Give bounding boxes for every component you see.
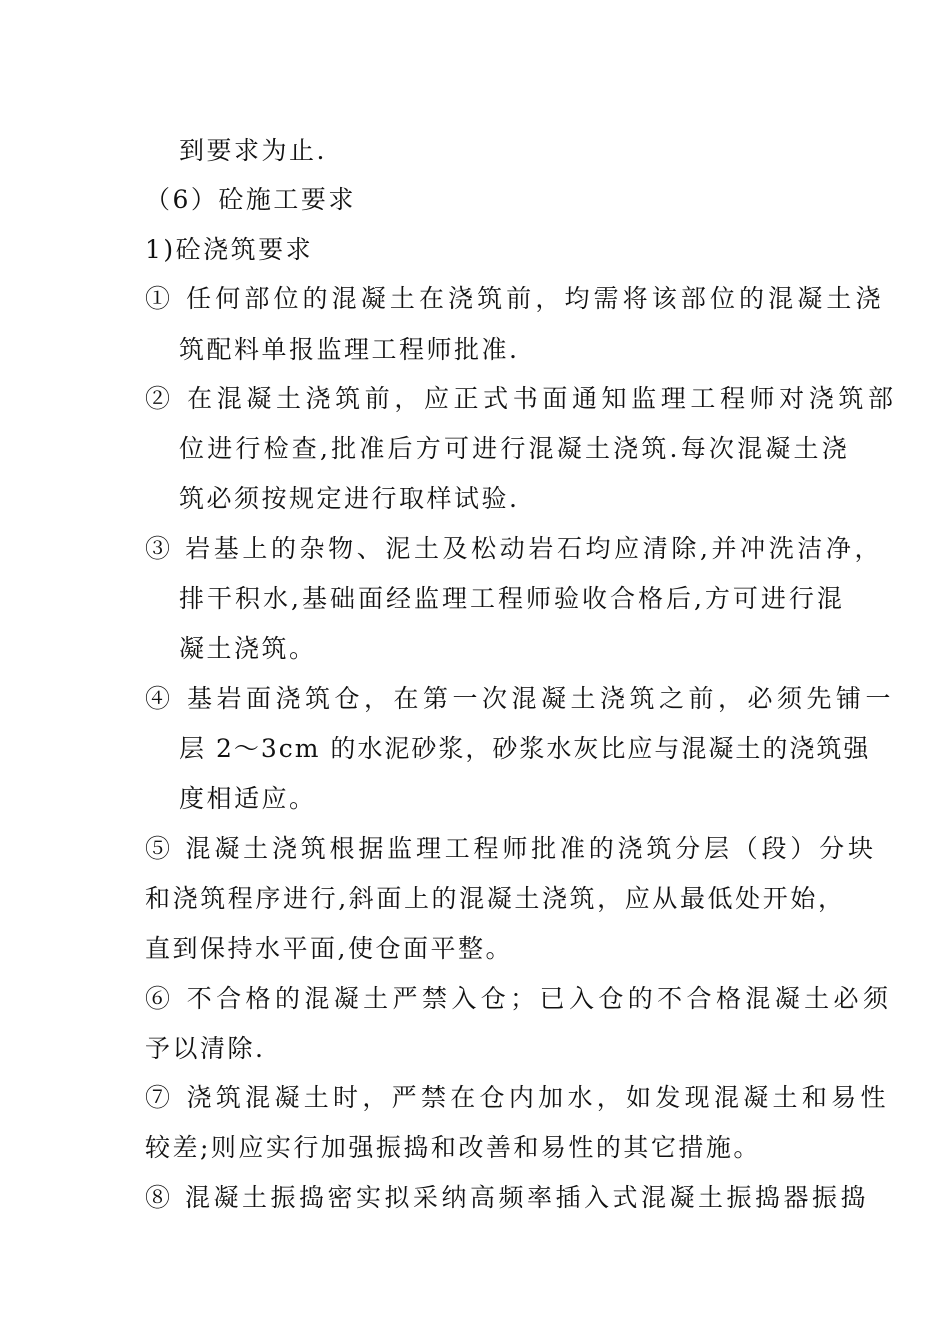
- list-item-1-cont: 筑配料单报监理工程师批准.: [179, 335, 520, 364]
- list-item-4-cont: 层 2～3cm 的水泥砂浆，砂浆水灰比应与混凝土的浇筑强: [179, 734, 871, 763]
- list-item-2: ② 在混凝土浇筑前，应正式书面通知监理工程师对浇筑部: [145, 384, 898, 413]
- section-heading: （6）砼施工要求: [145, 185, 356, 214]
- list-item-7: ⑦ 浇筑混凝土时，严禁在仓内加水，如发现混凝土和易性: [145, 1083, 890, 1112]
- list-item-7-cont: 较差;则应实行加强振捣和改善和易性的其它措施。: [145, 1133, 761, 1162]
- list-item-3-cont: 凝土浇筑。: [179, 634, 317, 663]
- list-item-5: ⑤ 混凝土浇筑根据监理工程师批准的浇筑分层（段）分块: [145, 834, 877, 863]
- list-item-4: ④ 基岩面浇筑仓，在第一次混凝土浇筑之前，必须先铺一: [145, 684, 895, 713]
- list-item-3: ③ 岩基上的杂物、泥土及松动岩石均应清除,并冲洗洁净，: [145, 534, 884, 563]
- list-item-5-cont: 和浇筑程序进行,斜面上的混凝土浇筑，应从最低处开始，: [145, 884, 846, 913]
- list-item-2-cont: 筑必须按规定进行取样试验.: [179, 484, 520, 513]
- list-item-2-cont: 位进行检查,批准后方可进行混凝土浇筑.每次混凝土浇: [179, 434, 850, 463]
- list-item-3-cont: 排干积水,基础面经监理工程师验收合格后,方可进行混: [179, 584, 845, 613]
- list-item-6: ⑥ 不合格的混凝土严禁入仓；已入仓的不合格混凝土必须: [145, 984, 893, 1013]
- list-item-1: ① 任何部位的混凝土在浇筑前，均需将该部位的混凝土浇: [145, 284, 885, 313]
- list-item-6-cont: 予以清除.: [145, 1034, 266, 1063]
- subsection-heading: 1)砼浇筑要求: [145, 235, 314, 264]
- text-line-continuation: 到要求为止.: [179, 136, 327, 165]
- list-item-4-cont: 度相适应。: [179, 784, 317, 813]
- list-item-8: ⑧ 混凝土振捣密实拟采纳高频率插入式混凝土振捣器振捣: [145, 1183, 869, 1212]
- list-item-5-cont: 直到保持水平面,使仓面平整。: [145, 934, 513, 963]
